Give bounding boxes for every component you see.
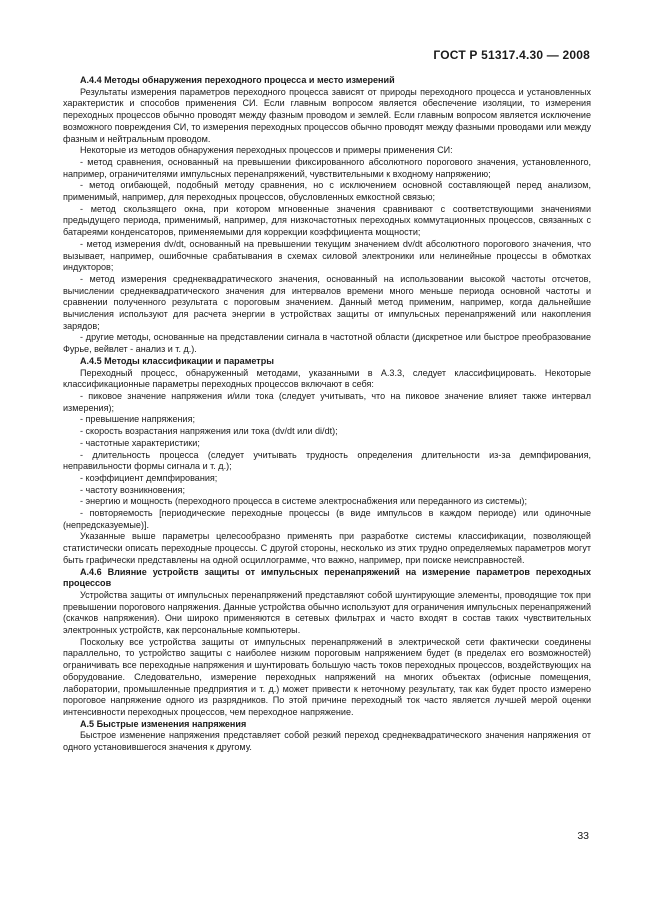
paragraph: Некоторые из методов обнаружения переходных процессов и примеры применения СИ: (80, 145, 453, 156)
list-item: - метод измерения среднеквадратического значения, основанный на использовании высокой частоты отсчетов, вычислении среднеквадратического значения для интервалов времени много меньше периода основной частоты и сравнении полученного результата с пороговым значением. Данный метод применим, например, когда дальнейшие вычисления используют для расчета энергии в устройствах защиты от импульсных перенапряжений или накопления зарядов; (63, 273, 591, 331)
list-item: - скорость возрастания напряжения или тока (dv/dt или di/dt); (80, 426, 338, 437)
paragraph: Переходный процесс, обнаруженный методами, указанными в А.3.3, следует классифицировать. Некоторые классификационные параметры переходных процессов включают в себя: (63, 367, 591, 390)
document-header: ГОСТ Р 51317.4.30 — 2008 (433, 48, 590, 62)
list-item: - частоту возникновения; (80, 484, 185, 495)
list-item: - частотные характеристики; (80, 437, 200, 448)
list-item: - коэффициент демпфирования; (80, 472, 218, 483)
list-item: - метод измерения dv/dt, основанный на превышении текущим значением dv/dt абсолютного порогового значения, что вызывает, например, ошибочные срабатывания в схемах силовой электроники или нелинейные процессы в обмотках индукторов; (63, 238, 591, 273)
document-body (63, 75, 591, 754)
list-item: - энергию и мощность (переходного процесса в системе электроснабжения или переданного из системы); (80, 496, 527, 507)
list-item: - повторяемость [периодические переходные процессы (в виде импульсов в каждом периоде) или одиночные (непредсказуемые)]. (63, 508, 591, 530)
list-item: - пиковое значение напряжения и/или тока (следует учитывать, что на пиковое значение влияет также интервал измерения); (63, 390, 591, 413)
section-heading: А.4.5 Методы классификации и параметры (80, 355, 274, 366)
list-item: - метод сравнения, основанный на превышении фиксированного абсолютного порогового значения, установленного, например, ограничителями импульсных перенапряжений, чувствительными к входному напряжению; (63, 156, 591, 179)
list-item: - превышение напряжения; (80, 414, 195, 425)
section-heading: А.4.4 Методы обнаружения переходного процесса и место измерений (80, 75, 395, 85)
list-item: - метод огибающей, подобный методу сравнения, но с исключением основной составляющей перед анализом, применимый, например, для переходных процессов, обусловленных емкостной связью; (63, 180, 591, 203)
section-heading: А.4.6 Влияние устройств защиты от импульсных перенапряжений на измерение параметров переходных процессов (63, 566, 591, 589)
paragraph: Устройства защиты от импульсных перенапряжений представляют собой шунтирующие элементы, проводящие ток при превышении порогового напряжения. Данные устройства обычно используют для ограничения импульсных перенапряжений (скачков напряжения). Они широко применяются в сетевых фильтрах и часто входят в состав таких чувствительных электронных устройств, как персональные компьютеры. (63, 589, 592, 636)
list-item: - другие методы, основанные на представлении сигнала в частотной области (дискретное или быстрое преобразование Фурье, вейвлет - анализ и т. д.). (63, 332, 591, 355)
list-item: - метод скользящего окна, при котором мгновенные значения сравнивают с соответствующими значениями предыдущего периода, применимый, например, для низкочастотных переходных коммутационных процессов, связанных с батареями конденсаторов, применяемыми для коррекции коэффициента мощности; (63, 203, 591, 238)
paragraph: Поскольку все устройства защиты от импульсных перенапряжений в электрической сети фактически соединены параллельно, то устройство защиты с наиболее низким пороговым напряжением будет (в пределах его возможностей) ограничивать все переходные напряжения и шунтировать большую часть токов переходных процессов, воздействующих на оборудование. Следовательно, измерение переходных напряжений на многих объектах (офисные помещения, лаборатории, промышленные предприятия и т. д.) может привести к неточному результату, так как будет просто измерено пороговое напряжение одного из разрядников. По этой причине переходный ток часто является лучшей мерой оценки интенсивности переходных процессов, чем переходное напряжение. (63, 636, 591, 717)
paragraph: Указанные выше параметры целесообразно применять при разработке системы классификации, позволяющей статистически описать переходные процессы. С другой стороны, несколько из этих трудно определяемых параметров могут быть графически представлены на одной осциллограмме, что важно, например, при поиске неисправностей. (63, 531, 591, 565)
section-heading: А.5 Быстрые изменения напряжения (80, 718, 247, 729)
list-item: - длительность процесса (следует учитывать трудность определения длительности из-за демпфирования, неправильности формы сигнала и т. д.); (63, 449, 591, 472)
paragraph: Быстрое изменение напряжения представляет собой резкий переход среднеквадратического значения напряжения от одного установившегося значения к другому. (63, 730, 591, 753)
page-number: 33 (577, 830, 589, 842)
paragraph: Результаты измерения параметров переходного процесса зависят от природы переходного процесса и установленных характеристик и способов применения СИ. Если главным вопросом является обеспечение изоляции, то измерения переходных процессов обычно проводят между фазным проводом и землей. Если главным вопросом является исключение возможного повреждения СИ, то измерения переходных процессов обычно проводят между фазными проводами или между фазным и нейтральным проводом. (63, 86, 591, 144)
